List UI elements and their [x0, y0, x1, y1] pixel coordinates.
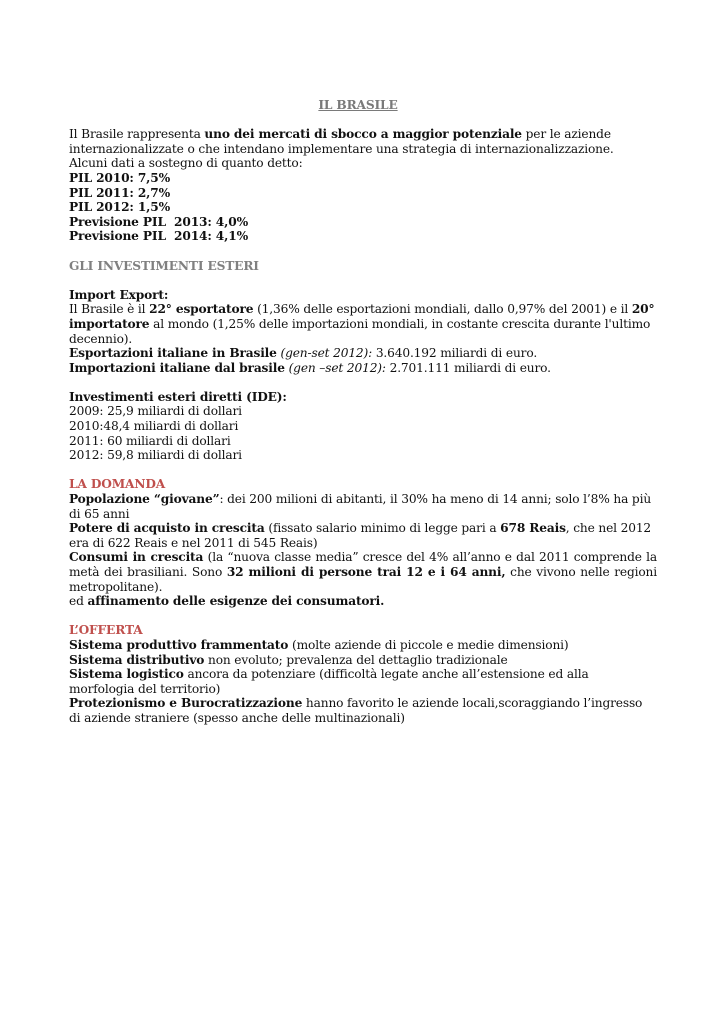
export-period: (gen-set 2012):: [276, 346, 373, 361]
ie-text: al mondo (1,25% delle importazioni mondiali, in costante crescita durante l'ultimo decennio).: [69, 316, 651, 346]
intro-paragraph: [69, 127, 657, 156]
protectionism-text: hanno favorito le aziende locali,scoraggiando l’ingresso di aziende straniere (spesso anche delle multinazionali): [69, 696, 643, 725]
consumption-paragraph: [69, 550, 657, 594]
ide-item: 2010:48,4 miliardi di dollari: [69, 419, 239, 434]
purchasing-power-paragraph: [69, 521, 657, 550]
logistics-label: Sistema logistico: [69, 667, 184, 682]
logistics-system-paragraph: [69, 667, 657, 696]
intro-subtext: Alcuni dati a sostegno di quanto detto:: [69, 156, 303, 171]
ide-item: 2009: 25,9 miliardi di dollari: [69, 404, 242, 419]
ide-item: 2012: 59,8 miliardi di dollari: [69, 448, 242, 463]
pp-text: , che nel 2012 era di 622 Reais e nel 2011 di 545 Reais): [69, 521, 652, 550]
export-line: [69, 346, 657, 361]
ie-bold: 20° importatore: [69, 302, 655, 331]
consumption-label: Consumi in crescita: [69, 550, 204, 565]
spacer: [69, 244, 657, 259]
consumption-text: (la “nuova classe media” cresce del 4% all’anno e dal 2011 comprende la metà dei brasiliani. Sono: [69, 550, 658, 579]
consumption-bold: 32 milioni di persone trai 12 e i 64 anni,: [226, 565, 506, 579]
refinement-bold: affinamento delle esigenze dei consumatori.: [87, 594, 385, 609]
import-export-label: Import Export:: [69, 287, 169, 302]
ide-item: 2011: 60 miliardi di dollari: [69, 433, 231, 448]
spacer: [69, 273, 657, 288]
production-text: (molte aziende di piccole e medie dimensioni): [288, 637, 569, 652]
distribution-text: non evoluto; prevalenza del dettaglio tradizionale: [204, 652, 508, 667]
pil-item: PIL 2011: 2,7%: [69, 185, 171, 200]
export-label: Esportazioni italiane in Brasile: [69, 346, 277, 361]
protectionism-label: Protezionismo e Burocratizzazione: [69, 696, 303, 711]
ie-text: Il Brasile è il: [69, 302, 150, 317]
protectionism-paragraph: [69, 696, 657, 725]
intro-text-a: Il Brasile rappresenta: [69, 127, 205, 142]
logistics-text: ancora da potenziare (difficoltà legate anche all’estensione ed alla morfologia del territorio): [69, 667, 589, 696]
purchasing-power-label: Potere di acquisto in crescita: [69, 521, 265, 536]
spacer: [69, 375, 657, 390]
intro-text-c: per le aziende internazionalizzate o che intendano implementare una strategia di internazionalizzazione.: [69, 127, 614, 156]
ide-label: Investimenti esteri diretti (IDE):: [69, 389, 287, 404]
spacer: [69, 113, 657, 128]
ie-text: (1,36% delle esportazioni mondiali, dallo 0,97% del 2001) e il: [253, 302, 632, 317]
import-label: Importazioni italiane dal brasile: [69, 360, 285, 375]
pil-item: Previsione PIL 2013: 4,0%: [69, 214, 248, 229]
pp-bold: 678 Reais: [500, 521, 566, 536]
import-line: [69, 361, 657, 376]
document-page: [69, 98, 657, 726]
population-text: : dei 200 milioni di abitanti, il 30% ha meno di 14 anni; solo l’8% ha più di 65 anni: [69, 492, 652, 521]
production-system-line: [69, 638, 657, 653]
section-heading-domanda: LA DOMANDA: [69, 477, 166, 492]
intro-text-bold: uno dei mercati di sbocco a maggior potenziale: [204, 127, 522, 142]
document-title: IL BRASILE: [318, 98, 398, 112]
ide-list: [69, 404, 657, 462]
import-export-paragraph: [69, 302, 657, 346]
import-value: 2.701.111 miliardi di euro.: [385, 360, 551, 375]
pil-item: PIL 2012: 1,5%: [69, 200, 171, 215]
pil-list: [69, 171, 657, 244]
refinement-line: [69, 594, 657, 609]
distribution-label: Sistema distributivo: [69, 652, 205, 667]
population-label: Popolazione “giovane”: [69, 492, 220, 507]
section-heading-offerta: L’OFFERTA: [69, 623, 143, 638]
pil-item: Previsione PIL 2014: 4,1%: [69, 229, 248, 244]
section-heading-investimenti: GLI INVESTIMENTI ESTERI: [69, 258, 259, 273]
spacer: [69, 463, 657, 478]
pil-item: PIL 2010: 7,5%: [69, 170, 171, 185]
refinement-text: ed: [69, 594, 88, 609]
import-period: (gen –set 2012):: [284, 360, 386, 375]
consumption-text: che vivono nelle regioni metropolitane).: [69, 565, 657, 594]
spacer: [69, 609, 657, 624]
production-label: Sistema produttivo frammentato: [69, 637, 289, 652]
ie-bold: 22° esportatore: [149, 302, 254, 317]
distribution-system-line: [69, 653, 657, 668]
pp-text: (fissato salario minimo di legge pari a: [264, 521, 501, 536]
export-value: 3.640.192 miliardi di euro.: [372, 346, 538, 361]
population-paragraph: [69, 492, 657, 521]
